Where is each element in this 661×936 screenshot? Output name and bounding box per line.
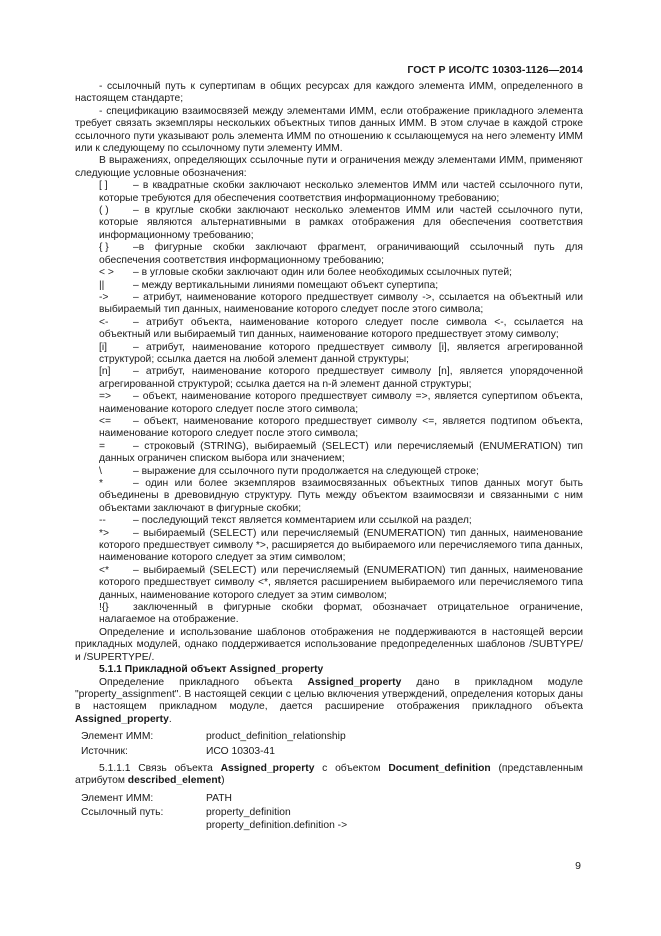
notation-item [75, 180, 583, 205]
notation-symbol: { } [99, 242, 109, 254]
notation-item [75, 416, 583, 441]
notation-description: – в угловые скобки заключают один или более необходимых ссылочных путей; [133, 267, 512, 279]
notation-description: – один или более экземпляров взаимосвязанных объектных типов данных могут быть объединены в древовидную структуру. Путь между объектом взаимосвязи и связанными с ним объектами заключают в фигурные скобки; [99, 478, 583, 514]
notation-description: –в фигурные скобки заключают фрагмент, ограничивающий ссылочный путь для обеспечения соответствия информационному требованию; [99, 242, 583, 266]
notation-description: – между вертикальными линиями помещают объект супертипа; [133, 279, 439, 291]
notation-symbol: \ [99, 465, 102, 477]
notation-description: – объект, наименование которого предшествует символу <=, является подтипом объекта, наименование которого следует после этого символа; [99, 415, 583, 440]
notation-description: – выбираемый (SELECT) или перечисляемый (ENUMERATION) тип данных, наименование которого предшествует символу *>, расширяется до выбираемого или перечисляемого типа данных, наименование которого следует за этим символом; [99, 527, 583, 564]
page-number: 9 [575, 860, 581, 872]
notation-symbol: -- [99, 515, 106, 527]
notation-list [75, 180, 583, 627]
notation-description: – атрибут, наименование которого предшествует символу ->, ссылается на объектный или выбираемый тип данных, наименование которого следует после этого символа; [99, 291, 583, 316]
notation-symbol: ( ) [99, 205, 109, 217]
notation-description: – атрибут, наименование которого предшествует символу [n], является упорядоченной агрегированной структурой; ссылка дается на n-й элемент данной структуры; [99, 366, 583, 390]
notation-symbol: <- [99, 316, 109, 328]
document-code-header: ГОСТ Р ИСО/ТС 10303-1126—2014 [407, 64, 583, 76]
reference-path-value: property_definition property_definition.definition -> [206, 807, 348, 831]
notation-item [75, 280, 583, 292]
notation-description: – в квадратные скобки заключают несколько элементов ИММ или частей ссылочного пути, которые требуются для обеспечения соответствия информационному требованию; [99, 180, 583, 204]
page-body [75, 81, 583, 834]
section-heading [75, 664, 583, 676]
notation-item [75, 602, 583, 627]
notation-symbol: [i] [99, 341, 108, 353]
aim-element-row [75, 731, 583, 743]
notation-item [75, 366, 583, 391]
notation-description: – объект, наименование которого предшествует символу =>, является супертипом объекта, наименование которого следует после этого символа; [99, 391, 583, 415]
notation-item [75, 317, 583, 342]
notation-symbol: < > [99, 267, 114, 279]
source-label: Источник: [81, 745, 128, 757]
notation-symbol: * [99, 478, 104, 489]
notation-symbol: || [99, 279, 105, 291]
notation-symbol: -> [99, 291, 109, 303]
notation-item [75, 515, 583, 527]
paragraph: В выражениях, определяющих ссылочные пути и ограничения между элементами ИММ, применяют следующие условные обозначения: [75, 155, 583, 179]
notation-description: – строковый (STRING), выбираемый (SELECT) или перечисляемый (ENUMERATION) тип данных ограничен списком выбора или значением; [99, 440, 583, 465]
notation-description: – в круглые скобки заключают несколько элементов ИММ или частей ссылочного пути, которые являются альтернативными в рамках отображения для обеспечения соответствия информационному требованию; [99, 205, 583, 241]
notation-item [75, 565, 583, 602]
notation-item [75, 342, 583, 367]
source-row [75, 746, 583, 758]
notation-symbol: <= [99, 415, 112, 427]
section-definition: Определение прикладного объекта Assigned_property дано в прикладном модуле "property_assignment". В настоящей секции с целью включения утверждений, определения которых даны в настоящем прикладном модуле, дается расширение отображения прикладного объекта Assigned_property. [75, 676, 583, 725]
notation-item [75, 267, 583, 279]
notation-symbol: [n] [99, 366, 111, 378]
section-number: 5.1.1 [99, 664, 122, 676]
notation-symbol: !{} [99, 602, 109, 614]
paragraph: - ссылочный путь к супертипам в общих ресурсах для каждого элемента ИММ, определенного в настоящем стандарте; [75, 81, 583, 105]
notation-item [75, 292, 583, 317]
notation-item [75, 528, 583, 565]
notation-description: – выражение для ссылочного пути продолжается на следующей строке; [133, 465, 479, 477]
aim-element-row [75, 793, 583, 805]
aim-element-value: PATH [206, 792, 232, 804]
section-heading-text: Прикладной объект [124, 664, 227, 676]
aim-element-label: Элемент ИММ: [81, 731, 154, 743]
notation-item [75, 391, 583, 416]
notation-symbol: [ ] [99, 180, 108, 192]
notation-description: – атрибут объекта, наименование которого следует после символа <-, ссылается на объектный или выбираемый тип данных, наименование которого предшествует этому символу; [99, 316, 583, 341]
notation-symbol: *> [99, 527, 110, 539]
aim-element-value: product_definition_relationship [206, 731, 346, 743]
section-heading-name: Assigned_property [229, 664, 324, 676]
reference-path-row [75, 807, 583, 832]
notation-description: – атрибут, наименование которого предшествует символу [i], является агрегированной структурой; ссылка дается на любой элемент данной структуры; [99, 341, 583, 365]
notation-item [75, 441, 583, 466]
notation-item [75, 466, 583, 478]
notation-description: – последующий текст является комментарием или ссылкой на раздел; [133, 515, 472, 527]
source-value: ИСО 10303-41 [206, 745, 275, 757]
notation-symbol: = [99, 440, 106, 452]
notation-description: – выбираемый (SELECT) или перечисляемый (ENUMERATION) тип данных, наименование которого предшествует символу <*, является расширением выбираемого или перечисляемого типа данных, наименование которого следует за этим символом; [99, 564, 583, 601]
subsection-heading: 5.1.1.1 Связь объекта Assigned_property с объектом Document_definition (представленным атрибутом described_element) [75, 762, 584, 787]
paragraph: - спецификацию взаимосвязей между элементами ИММ, если отображение прикладного элемента требует связать экземпляры нескольких объектных типов данных ИММ. В этом случае в каждой строке ссылочного пути указывают роль элемента ИММ по отношению к ссылающемуся на него элементу ИММ или к следующему по ссылочному пути элементу ИММ. [75, 105, 583, 155]
paragraph: Определение и использование шаблонов отображения не поддерживаются в настоящей версии прикладных модулей, однако поддерживается использование предопределенных шаблонов /SUBTYPE/ и /SUPERTYPE/. [75, 626, 583, 663]
notation-symbol: => [99, 391, 112, 403]
reference-path-label: Ссылочный путь: [81, 807, 164, 819]
notation-item [75, 478, 583, 515]
aim-element-label: Элемент ИММ: [81, 792, 154, 804]
notation-item [75, 205, 583, 242]
notation-symbol: <* [99, 564, 110, 576]
notation-item [75, 242, 583, 267]
notation-description: заключенный в фигурные скобки формат, обозначает отрицательное ограничение, налагаемое на отображение. [99, 602, 583, 626]
